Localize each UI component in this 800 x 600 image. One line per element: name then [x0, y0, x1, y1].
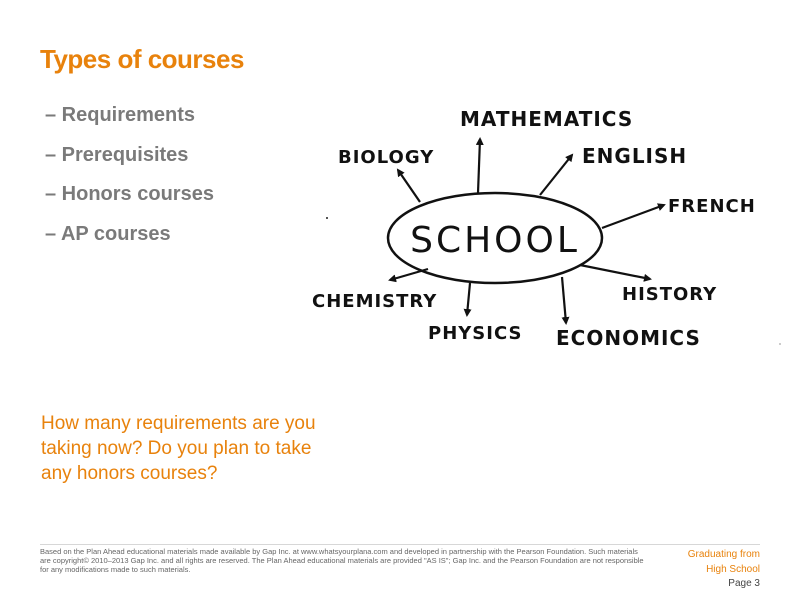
subject-french: FRENCH — [668, 196, 756, 217]
subject-economics: ECONOMICS — [556, 326, 701, 350]
arrow-mathematics — [478, 139, 480, 193]
subject-history: HISTORY — [622, 284, 718, 305]
arrow-history — [580, 265, 650, 279]
stray-mark — [326, 217, 328, 219]
slide-title: Types of courses — [40, 44, 244, 74]
arrow-biology — [398, 170, 420, 202]
subject-english: ENGLISH — [582, 144, 688, 168]
bullet-ap-courses: – AP courses — [45, 222, 171, 245]
arrow-english — [540, 155, 572, 195]
arrow-physics — [467, 283, 470, 315]
subject-physics: PHYSICS — [428, 323, 523, 344]
school-subjects-diagram — [300, 95, 790, 365]
footer-title-line2: High School — [706, 564, 760, 575]
footer-divider — [40, 544, 760, 545]
footer-meta — [688, 547, 760, 591]
page-number: Page 3 — [728, 578, 760, 589]
footer-title-line1: Graduating from — [687, 549, 760, 560]
bullet-list — [45, 102, 214, 260]
subject-chemistry: CHEMISTRY — [312, 291, 438, 312]
bullet-honors-courses: – Honors courses — [45, 183, 214, 205]
arrow-economics — [562, 277, 566, 323]
subject-biology: BIOLOGY — [338, 147, 435, 168]
bullet-requirements: – Requirements — [45, 104, 196, 126]
subject-mathematics: MATHEMATICS — [460, 107, 634, 131]
arrow-french — [602, 205, 664, 228]
bullet-prerequisites: – Prerequisites — [45, 143, 189, 166]
center-label: SCHOOL — [410, 220, 580, 261]
stray-mark — [779, 343, 781, 345]
discussion-question: How many requirements are you taking now? Do you plan to take any honors courses? — [41, 413, 316, 484]
arrow-chemistry — [390, 269, 428, 280]
footer-disclaimer: Based on the Plan Ahead educational materials made available by Gap Inc. at www.whatsyourplana.com and developed in partnership with the Pearson Foundation. Such materials are copyright© 2010–2013 Gap Inc. and all rights are reserved. The Plan Ahead educational materials are provided "AS IS"; Gap Inc. and the Pearson Foundation are not responsible for any modifications made to such materials. — [40, 547, 644, 574]
